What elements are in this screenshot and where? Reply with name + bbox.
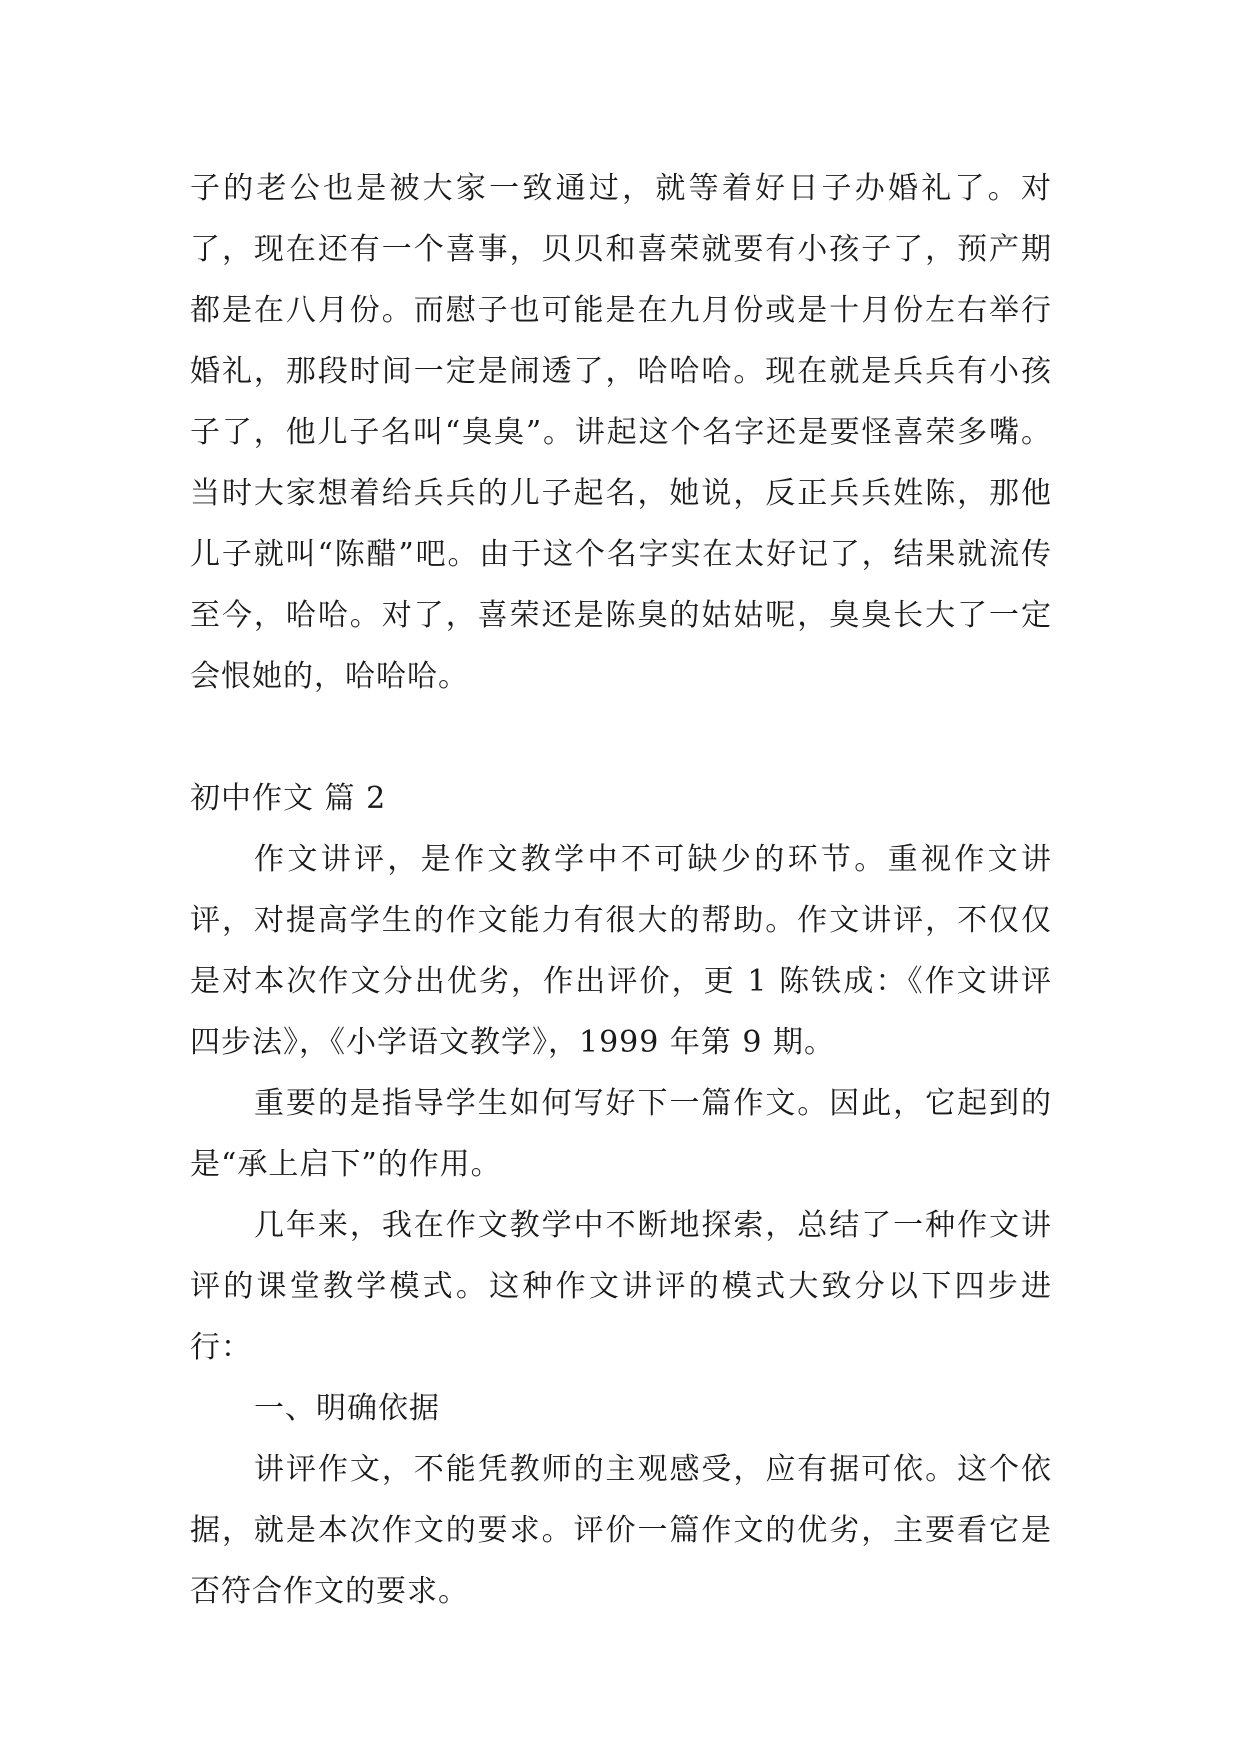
section-heading: 初中作文 篇 2 (190, 781, 387, 816)
document-body (190, 158, 1052, 1622)
paragraph: 作文讲评，是作文教学中不可缺少的环节。重视作文讲评，对提高学生的作文能力有很大的帮助。作文讲评，不仅仅是对本次作文分出优劣，作出评价，更 1 陈铁成：《作文讲评四步法》，《小学语文教学》，1999 年第 9 期。 (190, 842, 1052, 1060)
subheading: 一、明确依据 (254, 1391, 440, 1426)
paragraph: 重要的是指导学生如何写好下一篇作文。因此，它起到的是“承上启下”的作用。 (190, 1086, 1052, 1182)
paragraph-continuation: 子的老公也是被大家一致通过，就等着好日子办婚礼了。对了，现在还有一个喜事，贝贝和喜荣就要有小孩子了，预产期都是在八月份。而慰子也可能是在九月份或是十月份左右举行婚礼，那段时间一定是闹透了，哈哈哈。现在就是兵兵有小孩子了，他儿子名叫“臭臭”。讲起这个名字还是要怪喜荣多嘴。当时大家想着给兵兵的儿子起名，她说，反正兵兵姓陈，那他儿子就叫“陈醋”吧。由于这个名字实在太好记了，结果就流传至今，哈哈。对了，喜荣还是陈臭的姑姑呢，臭臭长大了一定会恨她的，哈哈哈。 (190, 171, 1052, 694)
paragraph: 讲评作文，不能凭教师的主观感受，应有据可依。这个依据，就是本次作文的要求。评价一篇作文的优劣，主要看它是否符合作文的要求。 (190, 1452, 1052, 1609)
paragraph: 几年来，我在作文教学中不断地探索，总结了一种作文讲评的课堂教学模式。这种作文讲评的模式大致分以下四步进行： (190, 1208, 1052, 1365)
